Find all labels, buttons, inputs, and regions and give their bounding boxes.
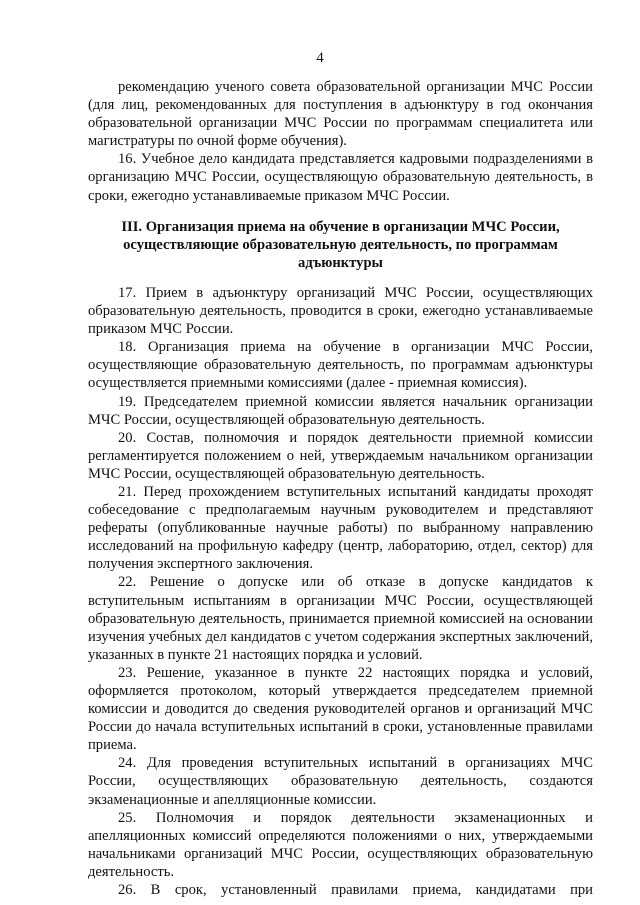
page-number: 4 [316,50,324,66]
paragraph-continuation: рекомендацию ученого совета образовательной организации МЧС России (для лиц, рекомендованных для поступления в адъюнктуру в год окончания образовательной организации МЧС России по программам специалитета или магистратуры по очной форме обучения). [88,79,593,150]
paragraph-25: 25. Полномочия и порядок деятельности экзаменационных и апелляционных комиссий определяются положениями о них, утверждаемыми начальниками организаций МЧС России, осуществляющих образовательную деятельность. [88,809,593,880]
paragraph-22: 22. Решение о допуске или об отказе в допуске кандидатов к вступительным испытаниям в организации МЧС России, осуществляющей образовательную деятельность, принимается приемной комиссией на основании изучения учебных дел кандидатов с учетом содержания экспертных заключений, указанных в пункте 21 настоящих порядка и условий. [88,574,593,663]
paragraph-18: 18. Организация приема на обучение в организации МЧС России, осуществляющие образовательную деятельность, по программам адъюнктуры осуществляется приемными комиссиями (далее - приемная комиссия). [88,339,593,392]
paragraph-17: 17. Прием в адъюнктуру организаций МЧС России, осуществляющих образовательную деятельность, проводится в сроки, ежегодно устанавливаемые приказом МЧС России. [88,284,593,338]
paragraph-16: 16. Учебное дело кандидата представляется кадровыми подразделениями в организацию МЧС России, осуществляющую образовательную деятельность, в сроки, ежегодно устанавливаемые приказом МЧС России. [88,151,593,204]
paragraph-24: 24. Для проведения вступительных испытаний в организациях МЧС России, осуществляющих образовательную деятельность, создаются экзаменационные и апелляционные комиссии. [88,755,593,808]
paragraph-19: 19. Председателем приемной комиссии является начальник организации МЧС России, осуществляющей образовательную деятельность. [88,393,593,428]
paragraph-26: 26. В срок, установленный правилами приема, кандидатами при [118,882,593,899]
paragraph-21: 21. Перед прохождением вступительных испытаний кандидаты проходят собеседование с предполагаемым научным руководителем и представляют рефераты (опубликованные научные работы) по выбранному направлению исследований на профильную кафедру (центр, лабораторию, отдел, сектор) для получения экспертного заключения. [88,483,593,573]
paragraph-20: 20. Состав, полномочия и порядок деятельности приемной комиссии регламентируется положением о ней, утверждаемым начальником организации МЧС России, осуществляющей образовательную деятельность. [88,429,593,482]
paragraph-23: 23. Решение, указанное в пункте 22 настоящих порядка и условий, оформляется протоколом, который утверждается председателем приемной комиссии и доводится до сведения руководителей органов и организаций МЧС России до начала вступительных испытаний в сроки, установленные правилами приема. [88,664,593,754]
section-heading: III. Организация приема на обучение в организации МЧС России, осуществляющие образовательную деятельность, по программам адъюнктуры [121,218,560,271]
document-body [88,78,593,899]
